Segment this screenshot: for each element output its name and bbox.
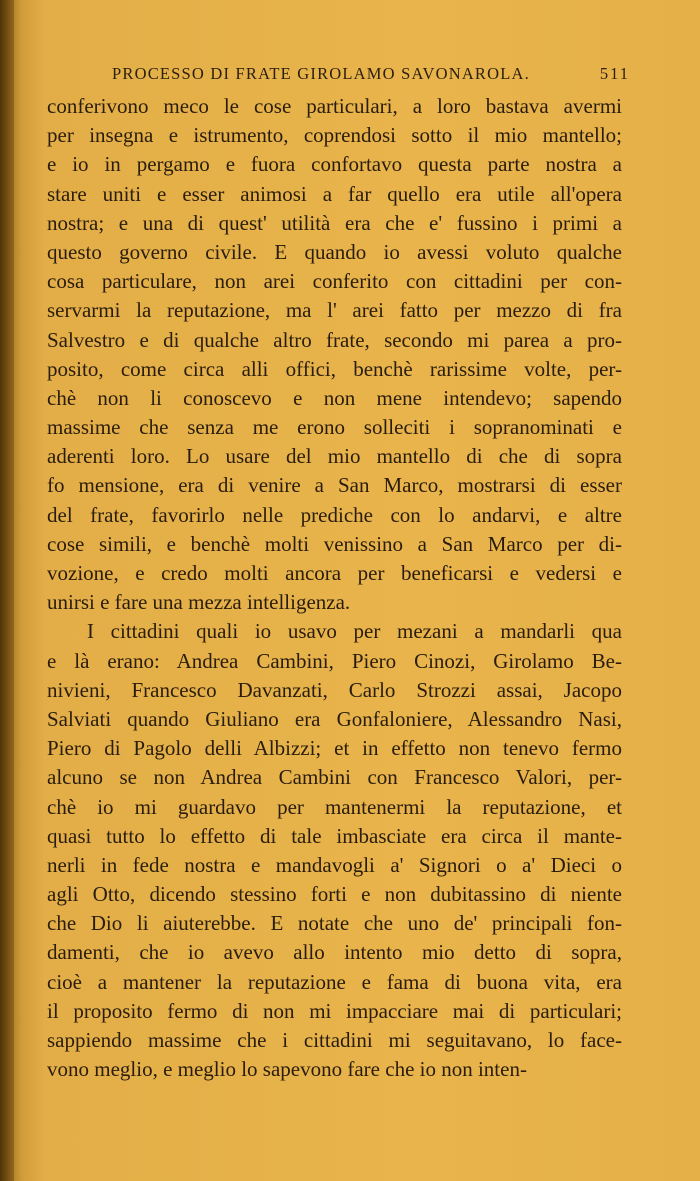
page-number: 511 bbox=[599, 64, 630, 83]
text-line: questo governo civile. E quando io avessi voluto qualche bbox=[47, 239, 622, 264]
paragraph bbox=[47, 617, 622, 1084]
text-line: per insegna e istrumento, coprendosi sotto il mio mantello; bbox=[47, 123, 622, 148]
text-line: aderenti loro. Lo usare del mio mantello di che di sopra bbox=[47, 444, 622, 469]
text-line: il proposito fermo di non mi impacciare mai di particulari; bbox=[47, 998, 622, 1023]
book-spine-shadow bbox=[0, 0, 14, 1181]
text-line: chè non li conoscevo e non mene intendevo; sapendo bbox=[47, 385, 622, 410]
text-line: nerli in fede nostra e mandavogli a' Signori o a' Dieci o bbox=[47, 852, 622, 877]
text-line: nostra; e una di quest' utilità era che e' fussino i primi a bbox=[47, 210, 622, 235]
text-line: chè io mi guardavo per mantenermi la reputazione, et bbox=[47, 794, 622, 819]
paragraph bbox=[47, 92, 622, 617]
text-line: nivieni, Francesco Davanzati, Carlo Strozzi assai, Jacopo bbox=[47, 677, 622, 702]
text-line: cosa particulare, non arei conferito con cittadini per con- bbox=[47, 269, 622, 294]
text-line: del frate, favorirlo nelle prediche con lo andarvi, e altre bbox=[47, 502, 622, 527]
text-line: damenti, che io avevo allo intento mio detto di sopra, bbox=[47, 940, 622, 965]
text-line: servarmi la reputazione, ma l' arei fatto per mezzo di fra bbox=[47, 298, 622, 323]
text-line: vono meglio, e meglio lo sapevono fare che io non inten- bbox=[47, 1057, 527, 1082]
text-line: quasi tutto lo effetto di tale imbasciate era circa il mante- bbox=[47, 823, 622, 848]
text-line: alcuno se non Andrea Cambini con Francesco Valori, per- bbox=[47, 765, 622, 790]
text-line: cioè a mantener la reputazione e fama di buona vita, era bbox=[47, 969, 622, 994]
text-line: agli Otto, dicendo stessino forti e non dubitassino di niente bbox=[47, 882, 622, 907]
running-title: PROCESSO DI FRATE GIROLAMO SAVONAROLA. bbox=[112, 64, 530, 83]
text-line: cose simili, e benchè molti venissino a San Marco per di- bbox=[47, 531, 622, 556]
text-line: e io in pergamo e fuora confortavo questa parte nostra a bbox=[47, 152, 622, 177]
text-line: Piero di Pagolo delli Albizzi; et in effetto non tenevo fermo bbox=[47, 736, 622, 761]
text-line: Salvestro e di qualche altro frate, secondo mi parea a pro- bbox=[47, 327, 622, 352]
text-line: sappiendo massime che i cittadini mi seguitavano, lo face- bbox=[47, 1028, 622, 1052]
text-line: fo mensione, era di venire a San Marco, mostrarsi di esser bbox=[47, 473, 622, 498]
text-line: vozione, e credo molti ancora per beneficarsi e vedersi e bbox=[47, 561, 622, 585]
text-line: unirsi e fare una mezza intelligenza. bbox=[47, 590, 351, 615]
text-line: che Dio li aiuterebbe. E notate che uno de' principali fon- bbox=[47, 911, 622, 936]
running-header bbox=[112, 64, 630, 86]
text-line: massime che senza me erono solleciti i sopranominati e bbox=[47, 415, 622, 440]
text-line: Salviati quando Giuliano era Gonfaloniere, Alessandro Nasi, bbox=[47, 706, 622, 731]
text-line: conferivono meco le cose particulari, a loro bastava avermi bbox=[47, 94, 622, 118]
text-line: I cittadini quali io usavo per mezani a mandarli qua bbox=[87, 619, 622, 644]
text-line: posito, come circa alli offici, benchè rarissime volte, per- bbox=[47, 356, 622, 381]
text-line: e là erano: Andrea Cambini, Piero Cinozi, Girolamo Be- bbox=[47, 648, 622, 673]
body-text bbox=[47, 92, 622, 1084]
text-line: stare uniti e esser animosi a far quello era utile all'opera bbox=[47, 181, 622, 206]
